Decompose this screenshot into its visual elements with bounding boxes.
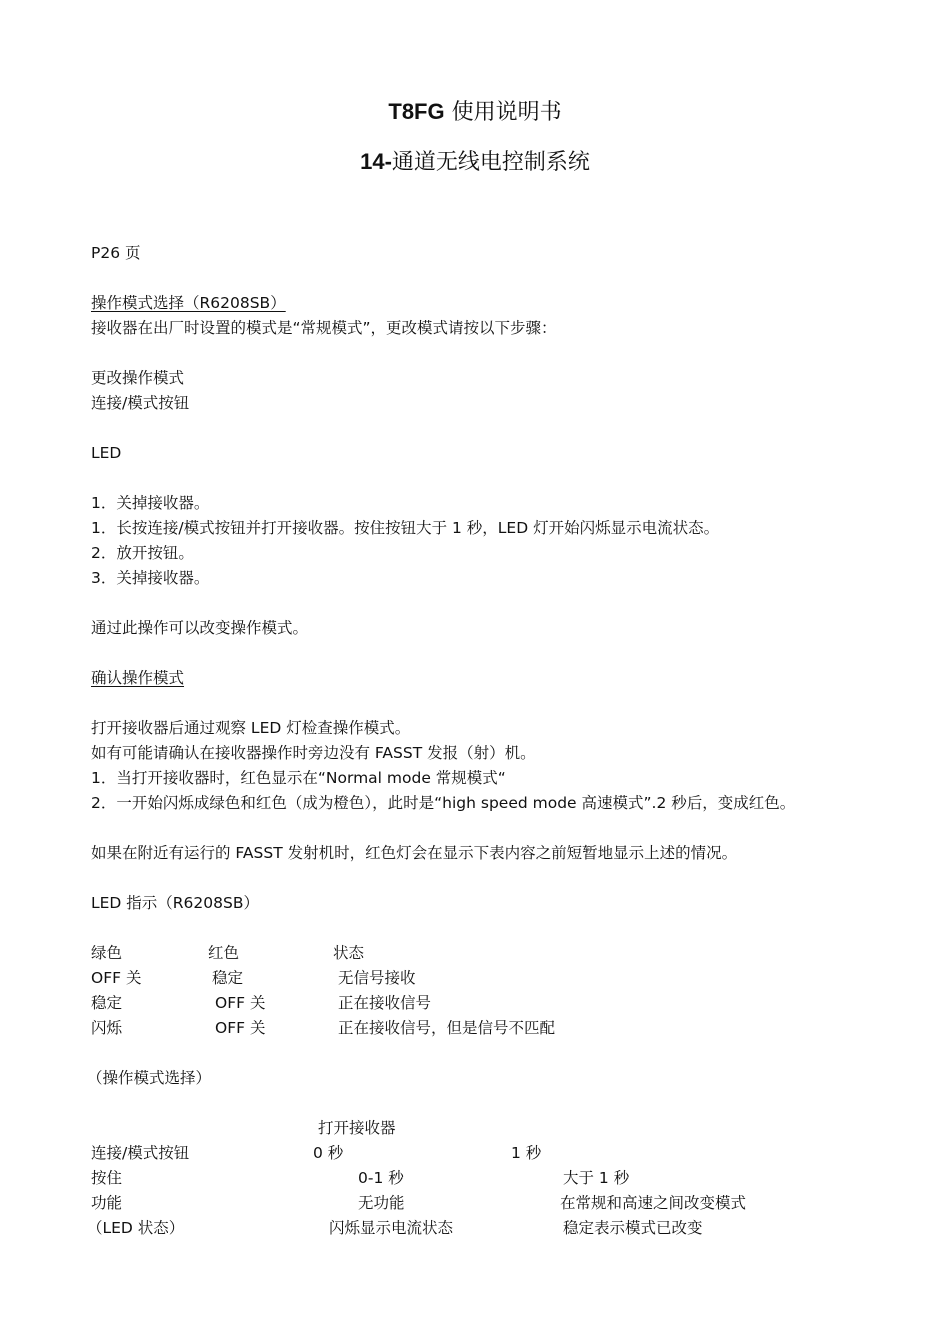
- led-cell: 闪烁: [91, 1019, 123, 1037]
- led-cell: 正在接收信号，但是信号不匹配: [338, 1019, 556, 1037]
- mode-cell: 连接/模式按钮: [91, 1144, 190, 1162]
- led-cell: 正在接收信号: [338, 994, 432, 1012]
- mode-cell: 在常规和高速之间改变模式: [560, 1194, 747, 1212]
- led-header-green: 绿色: [91, 944, 123, 962]
- document-title: [0, 95, 950, 126]
- step-item: 1．长按连接/模式按钮并打开接收器。按住按钮大于 1 秒，LED 灯开始闪烁显示电流状态。: [91, 519, 720, 537]
- led-cell: OFF 关: [91, 969, 142, 987]
- mode-cell: 按住: [91, 1169, 123, 1187]
- mode-table-caption: （操作模式选择）: [87, 1069, 212, 1087]
- mode-cell: 1 秒: [511, 1144, 542, 1162]
- led-table-title: LED 指示（R6208SB）: [91, 894, 259, 912]
- led-label: LED: [91, 444, 122, 462]
- mode-cell: 大于 1 秒: [563, 1169, 630, 1187]
- led-cell: 无信号接收: [338, 969, 416, 987]
- conclusion-text: 通过此操作可以改变操作模式。: [91, 619, 309, 637]
- open-receiver-label: 打开接收器: [318, 1119, 396, 1137]
- step-item: 1．关掉接收器。: [91, 494, 210, 512]
- page-reference: P26 页: [91, 244, 141, 262]
- mode-cell: 功能: [91, 1194, 123, 1212]
- led-header-status: 状态: [333, 944, 365, 962]
- mode-cell: 闪烁显示电流状态: [329, 1219, 454, 1237]
- subtitle-rest: 通道无线电控制系统: [391, 150, 590, 175]
- mode-cell: 无功能: [358, 1194, 405, 1212]
- led-header-red: 红色: [208, 944, 240, 962]
- link-button-label: 连接/模式按钮: [91, 394, 190, 412]
- confirm-line: 如有可能请确认在接收器操作时旁边没有 FASST 发报（射）机。: [91, 744, 536, 762]
- fasst-note: 如果在附近有运行的 FASST 发射机时，红色灯会在显示下表内容之前短暂地显示上述的情况。: [91, 844, 738, 862]
- mode-cell: （LED 状态）: [87, 1219, 185, 1237]
- led-cell: OFF 关: [215, 1019, 266, 1037]
- led-cell: 稳定: [91, 994, 123, 1012]
- step-item: 2．放开按钮。: [91, 544, 194, 562]
- mode-cell: 稳定表示模式已改变: [563, 1219, 703, 1237]
- confirm-line: 2．一开始闪烁成绿色和红色（成为橙色），此时是“high speed mode 高速模式”.2 秒后，变成红色。: [91, 794, 796, 812]
- led-cell: OFF 关: [215, 994, 266, 1012]
- section-intro: 接收器在出厂时设置的模式是“常规模式”，更改模式请按以下步骤：: [91, 319, 557, 337]
- mode-cell: 0-1 秒: [358, 1169, 404, 1187]
- title-model: T8FG: [388, 99, 445, 124]
- mode-cell: 0 秒: [313, 1144, 344, 1162]
- led-cell: 稳定: [212, 969, 244, 987]
- confirm-line: 打开接收器后通过观察 LED 灯检查操作模式。: [91, 719, 411, 737]
- section-heading-confirm-mode: 确认操作模式: [91, 669, 185, 687]
- confirm-line: 1．当打开接收器时，红色显示在“Normal mode 常规模式“: [91, 769, 506, 787]
- step-item: 3．关掉接收器。: [91, 569, 210, 587]
- document-subtitle: [0, 145, 950, 176]
- section-heading-mode-select: 操作模式选择（R6208SB）: [91, 294, 286, 312]
- change-mode-label: 更改操作模式: [91, 369, 185, 387]
- title-rest: 使用说明书: [451, 100, 562, 125]
- subtitle-number: 14-: [360, 149, 392, 174]
